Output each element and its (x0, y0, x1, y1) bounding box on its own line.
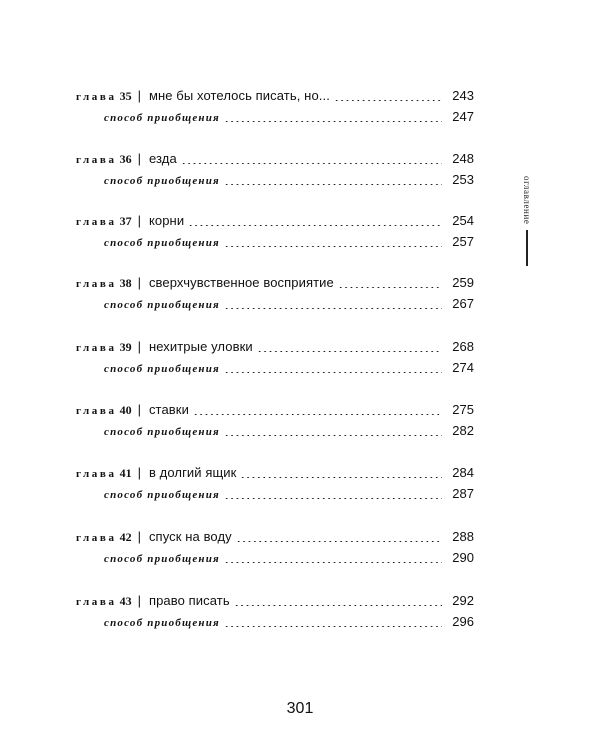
chapter-separator: | (137, 402, 141, 417)
chapter-word: глава (76, 91, 117, 103)
subsection-page: 290 (452, 550, 474, 565)
subsection-page: 274 (452, 360, 474, 375)
dot-leader (181, 154, 442, 164)
chapter-number: 43 (119, 594, 132, 608)
subsection-page: 257 (452, 234, 474, 249)
chapter-page: 248 (452, 151, 474, 166)
subsection-title: способ приобщения (104, 363, 220, 375)
dot-leader (224, 237, 442, 247)
subsection-page: 282 (452, 423, 474, 438)
toc-chapter-row (76, 86, 474, 106)
dot-leader (224, 112, 442, 122)
dot-leader (240, 468, 442, 478)
chapter-separator: | (137, 529, 141, 544)
subsection-title: способ приобщения (104, 237, 220, 249)
toc-chapter-row (76, 400, 474, 420)
chapter-number: 36 (119, 152, 132, 166)
chapter-word: глава (76, 278, 117, 290)
dot-leader (236, 532, 442, 542)
subsection-title: способ приобщения (104, 426, 220, 438)
chapter-separator: | (137, 151, 141, 166)
chapter-separator: | (137, 213, 141, 228)
dot-leader (338, 278, 442, 288)
dot-leader (257, 342, 442, 352)
dot-leader (224, 363, 442, 373)
toc-subsection-row (104, 107, 474, 127)
toc-chapter-row (76, 211, 474, 231)
toc-subsection-row (104, 232, 474, 252)
chapter-separator: | (137, 339, 141, 354)
chapter-page: 284 (452, 465, 474, 480)
chapter-title: езда (148, 151, 177, 166)
chapter-number: 41 (119, 466, 132, 480)
toc-subsection-row (104, 294, 474, 314)
chapter-title: мне бы хотелось писать, но... (148, 88, 330, 103)
section-side-label: оглавление (522, 176, 532, 225)
chapter-word: глава (76, 596, 117, 608)
chapter-number: 35 (119, 89, 132, 103)
subsection-title: способ приобщения (104, 489, 220, 501)
chapter-title: ставки (148, 402, 189, 417)
chapter-number: 38 (119, 276, 132, 290)
subsection-title: способ приобщения (104, 553, 220, 565)
chapter-separator: | (137, 275, 141, 290)
toc-chapter-row (76, 527, 474, 547)
chapter-page: 254 (452, 213, 474, 228)
dot-leader (188, 216, 442, 226)
toc-subsection-row (104, 484, 474, 504)
chapter-title: в долгий ящик (148, 465, 237, 480)
subsection-title: способ приобщения (104, 299, 220, 311)
dot-leader (224, 426, 442, 436)
subsection-title: способ приобщения (104, 175, 220, 187)
side-rule (526, 230, 528, 266)
chapter-title: сверхчувственное восприятие (148, 275, 334, 290)
subsection-page: 267 (452, 296, 474, 311)
chapter-word: глава (76, 154, 117, 166)
chapter-title: право писать (148, 593, 230, 608)
dot-leader (224, 489, 442, 499)
subsection-page: 247 (452, 109, 474, 124)
toc-subsection-row (104, 170, 474, 190)
toc-chapter-row (76, 273, 474, 293)
chapter-page: 288 (452, 529, 474, 544)
chapter-separator: | (137, 88, 141, 103)
chapter-page: 292 (452, 593, 474, 608)
toc-subsection-row (104, 612, 474, 632)
subsection-page: 296 (452, 614, 474, 629)
chapter-word: глава (76, 532, 117, 544)
dot-leader (334, 91, 442, 101)
subsection-title: способ приобщения (104, 617, 220, 629)
toc-subsection-row (104, 548, 474, 568)
chapter-page: 259 (452, 275, 474, 290)
toc-subsection-row (104, 421, 474, 441)
chapter-separator: | (137, 593, 141, 608)
chapter-title: спуск на воду (148, 529, 232, 544)
page-number: 301 (286, 700, 314, 717)
dot-leader (224, 553, 442, 563)
chapter-number: 40 (119, 403, 132, 417)
chapter-separator: | (137, 465, 141, 480)
subsection-title: способ приобщения (104, 112, 220, 124)
chapter-word: глава (76, 342, 117, 354)
chapter-number: 39 (119, 340, 132, 354)
toc-subsection-row (104, 358, 474, 378)
dot-leader (193, 405, 442, 415)
dot-leader (224, 617, 442, 627)
dot-leader (234, 596, 442, 606)
subsection-page: 253 (452, 172, 474, 187)
toc-chapter-row (76, 591, 474, 611)
chapter-word: глава (76, 216, 117, 228)
chapter-number: 37 (119, 214, 132, 228)
chapter-word: глава (76, 405, 117, 417)
toc-chapter-row (76, 337, 474, 357)
chapter-title: корни (148, 213, 185, 228)
chapter-page: 243 (452, 88, 474, 103)
dot-leader (224, 299, 442, 309)
toc-chapter-row (76, 149, 474, 169)
chapter-page: 268 (452, 339, 474, 354)
chapter-number: 42 (119, 530, 132, 544)
dot-leader (224, 175, 442, 185)
section-side-tab (520, 176, 534, 276)
chapter-title: нехитрые уловки (148, 339, 253, 354)
toc-chapter-row (76, 463, 474, 483)
chapter-word: глава (76, 468, 117, 480)
chapter-page: 275 (452, 402, 474, 417)
subsection-page: 287 (452, 486, 474, 501)
